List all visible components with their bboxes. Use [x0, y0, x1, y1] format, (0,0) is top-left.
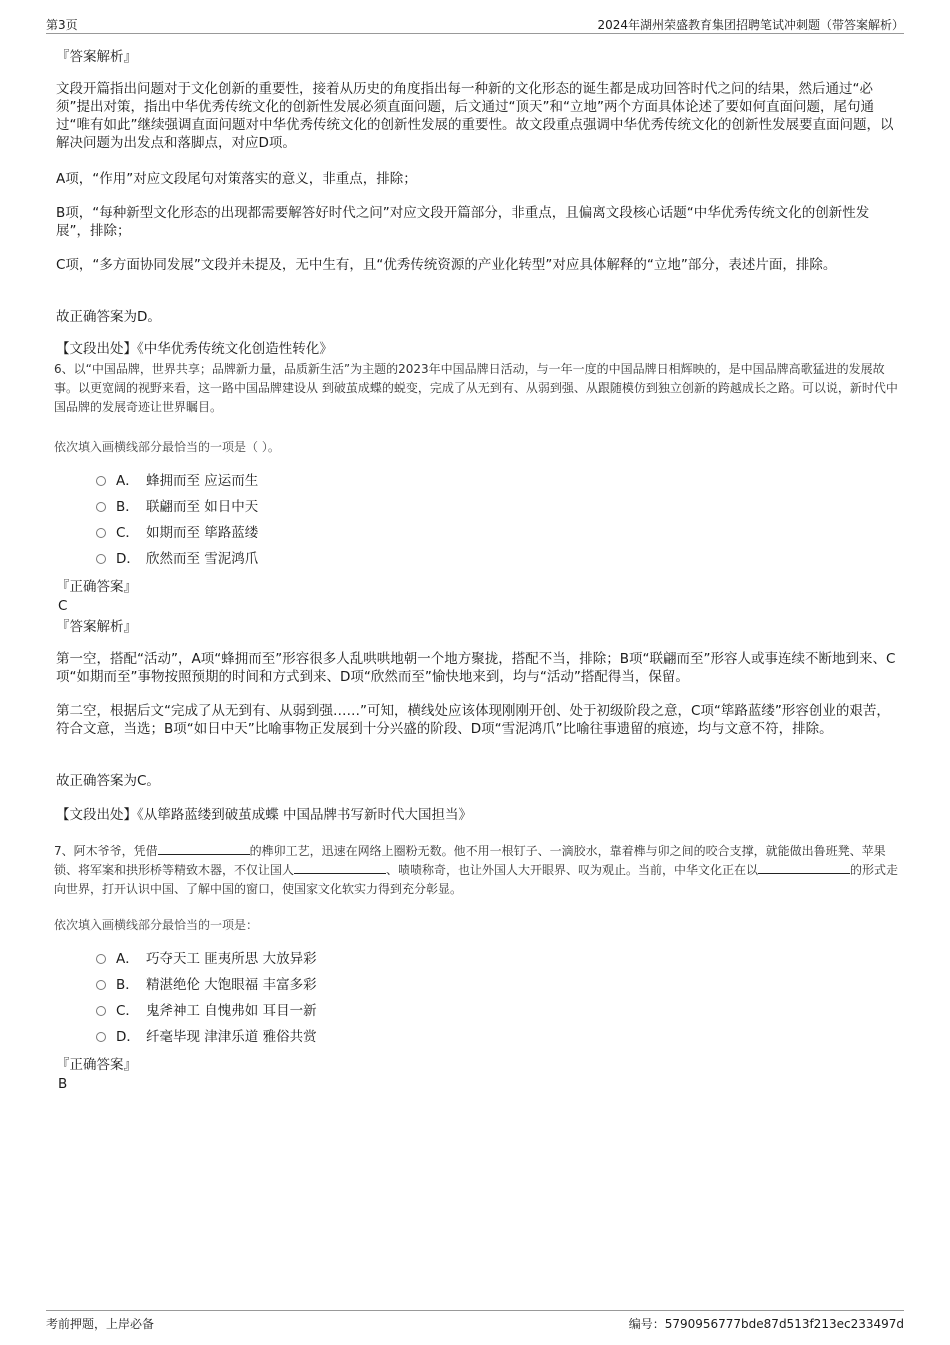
fill-blank [158, 843, 250, 855]
q6-stem: 6、以“中国品牌，世界共享；品牌新力量，品质新生活”为主题的2023年中国品牌日活动，与一年一度的中国品牌日相辉映的，是中国品牌高歌猛进的发展故事。以更宽阔的视野来看，这一路中国品牌建设从 到破茧成蝶的蜕变，完成了从无到有、从弱到强、从跟随模仿到独立创新的跨越成长之路。可以说，新时代中国品牌的发展奇迹让世界瞩目。 [54, 362, 898, 414]
radio-icon[interactable] [96, 954, 106, 964]
radio-icon[interactable] [96, 528, 106, 538]
q6-analysis-para1: 第一空，搭配“活动”，A项“蜂拥而至”形容很多人乱哄哄地朝一个地方聚拢，搭配不当，排除；B项“联翩而至”形容人或事连续不断地到来、C项“如期而至”事物按照预期的时间和方式到来、D项“欣然而至”愉快地来到，均与“活动”搭配得当，保留。 [56, 651, 896, 685]
fill-blank [758, 862, 850, 874]
radio-icon[interactable] [96, 554, 106, 564]
q7-lead: 依次填入画横线部分最恰当的一项是： [54, 918, 259, 932]
radio-icon[interactable] [96, 1006, 106, 1016]
q6-analysis-para2: 第二空，根据后文“完成了从无到有、从弱到强……”可知，横线处应该体现刚刚开创、处于初级阶段之意，C项“筚路蓝缕”形容创业的艰苦，符合文意，当选；B项“如日中天”比喻事物正发展到十分兴盛的阶段、D项“雪泥鸿爪”比喻往事遗留的痕迹，均与文意不符，排除。 [56, 703, 890, 737]
q6-lead: 依次填入画横线部分最恰当的一项是（ ）。 [54, 440, 280, 454]
q7-option-d[interactable]: D． 纤毫毕现 津津乐道 雅俗共赏 [96, 1026, 317, 1048]
q6-option-a[interactable]: A． 蜂拥而至 应运而生 [96, 470, 258, 492]
footer-slogan: 考前押题，上岸必备 [46, 1317, 155, 1331]
q6-option-d[interactable]: D． 欣然而至 雪泥鸿爪 [96, 548, 258, 570]
q5-option-a-analysis: A项，“作用”对应文段尾句对策落实的意义，非重点，排除； [56, 171, 417, 187]
q5-source: 【文段出处】《中华优秀传统文化创造性转化》 [56, 341, 333, 357]
q7-answer-label: 『正确答案』 [56, 1057, 137, 1073]
q7-option-c[interactable]: C． 鬼斧神工 自愧弗如 耳目一新 [96, 1000, 317, 1022]
q6-source: 【文段出处】《从筚路蓝缕到破茧成蝶 中国品牌书写新时代大国担当》 [56, 807, 473, 823]
document-id: 编号：5790956777bde87d513f213ec233497d [628, 1317, 904, 1331]
q5-analysis-para: 文段开篇指出问题对于文化创新的重要性，接着从历史的角度指出每一种新的文化形态的诞生都是成功回答时代之问的结果，然后通过“必须”提出对策，指出中华优秀传统文化的创新性发展必须直面问题，后文通过“顶天”和“立地”两个方面具体论述了要如何直面问题，尾句通过“唯有如此”继续强调直面问题对中华优秀传统文化的创新性发展的重要性。故文段重点强调中华优秀传统文化的创新性发展要直面问题，以解决问题为出发点和落脚点，对应D项。 [56, 81, 894, 151]
q5-conclusion: 故正确答案为D。 [56, 309, 161, 325]
radio-icon[interactable] [96, 502, 106, 512]
page-header [46, 14, 904, 34]
q7-option-a[interactable]: A． 巧夺天工 匪夷所思 大放异彩 [96, 948, 317, 970]
q6-analysis-label: 『答案解析』 [56, 619, 137, 635]
q7-stem: 7、阿木爷爷，凭借 的榫卯工艺，迅速在网络上圈粉无数。他不用一根钉子、一滴胶水，靠着榫与卯之间的咬合支撑，就能做出鲁班凳、苹果锁、将军案和拱形桥等精致木器，不仅让国人 、啧啧称奇，也让外国人大开眼界、叹为观止。当前，中华文化正在以 的形式走向世界，打开认识中国、了解中国的窗口，使国家文化软实力得到充分彰显。 [54, 844, 899, 896]
document-title: 2024年湖州荣盛教育集团招聘笔试冲刺题（带答案解析） [597, 18, 904, 32]
fill-blank [294, 862, 386, 874]
q6-option-c[interactable]: C． 如期而至 筚路蓝缕 [96, 522, 258, 544]
q7-option-b[interactable]: B． 精湛绝伦 大饱眼福 丰富多彩 [96, 974, 317, 996]
page-number: 第3页 [46, 18, 78, 32]
q5-option-b-analysis: B项，“每种新型文化形态的出现都需要解答好时代之问”对应文段开篇部分，非重点，且偏离文段核心话题“中华优秀传统文化的创新性发展”，排除； [56, 205, 870, 239]
radio-icon[interactable] [96, 476, 106, 486]
q6-conclusion: 故正确答案为C。 [56, 773, 160, 789]
q6-answer: C [58, 598, 68, 614]
page-footer [46, 1310, 904, 1334]
radio-icon[interactable] [96, 980, 106, 990]
q7-answer: B [58, 1076, 68, 1092]
q6-answer-label: 『正确答案』 [56, 579, 137, 595]
q5-analysis-label: 『答案解析』 [56, 49, 137, 65]
radio-icon[interactable] [96, 1032, 106, 1042]
q5-option-c-analysis: C项，“多方面协同发展”文段并未提及，无中生有，且“优秀传统资源的产业化转型”对应具体解释的“立地”部分，表述片面，排除。 [56, 257, 837, 273]
q6-option-b[interactable]: B． 联翩而至 如日中天 [96, 496, 258, 518]
